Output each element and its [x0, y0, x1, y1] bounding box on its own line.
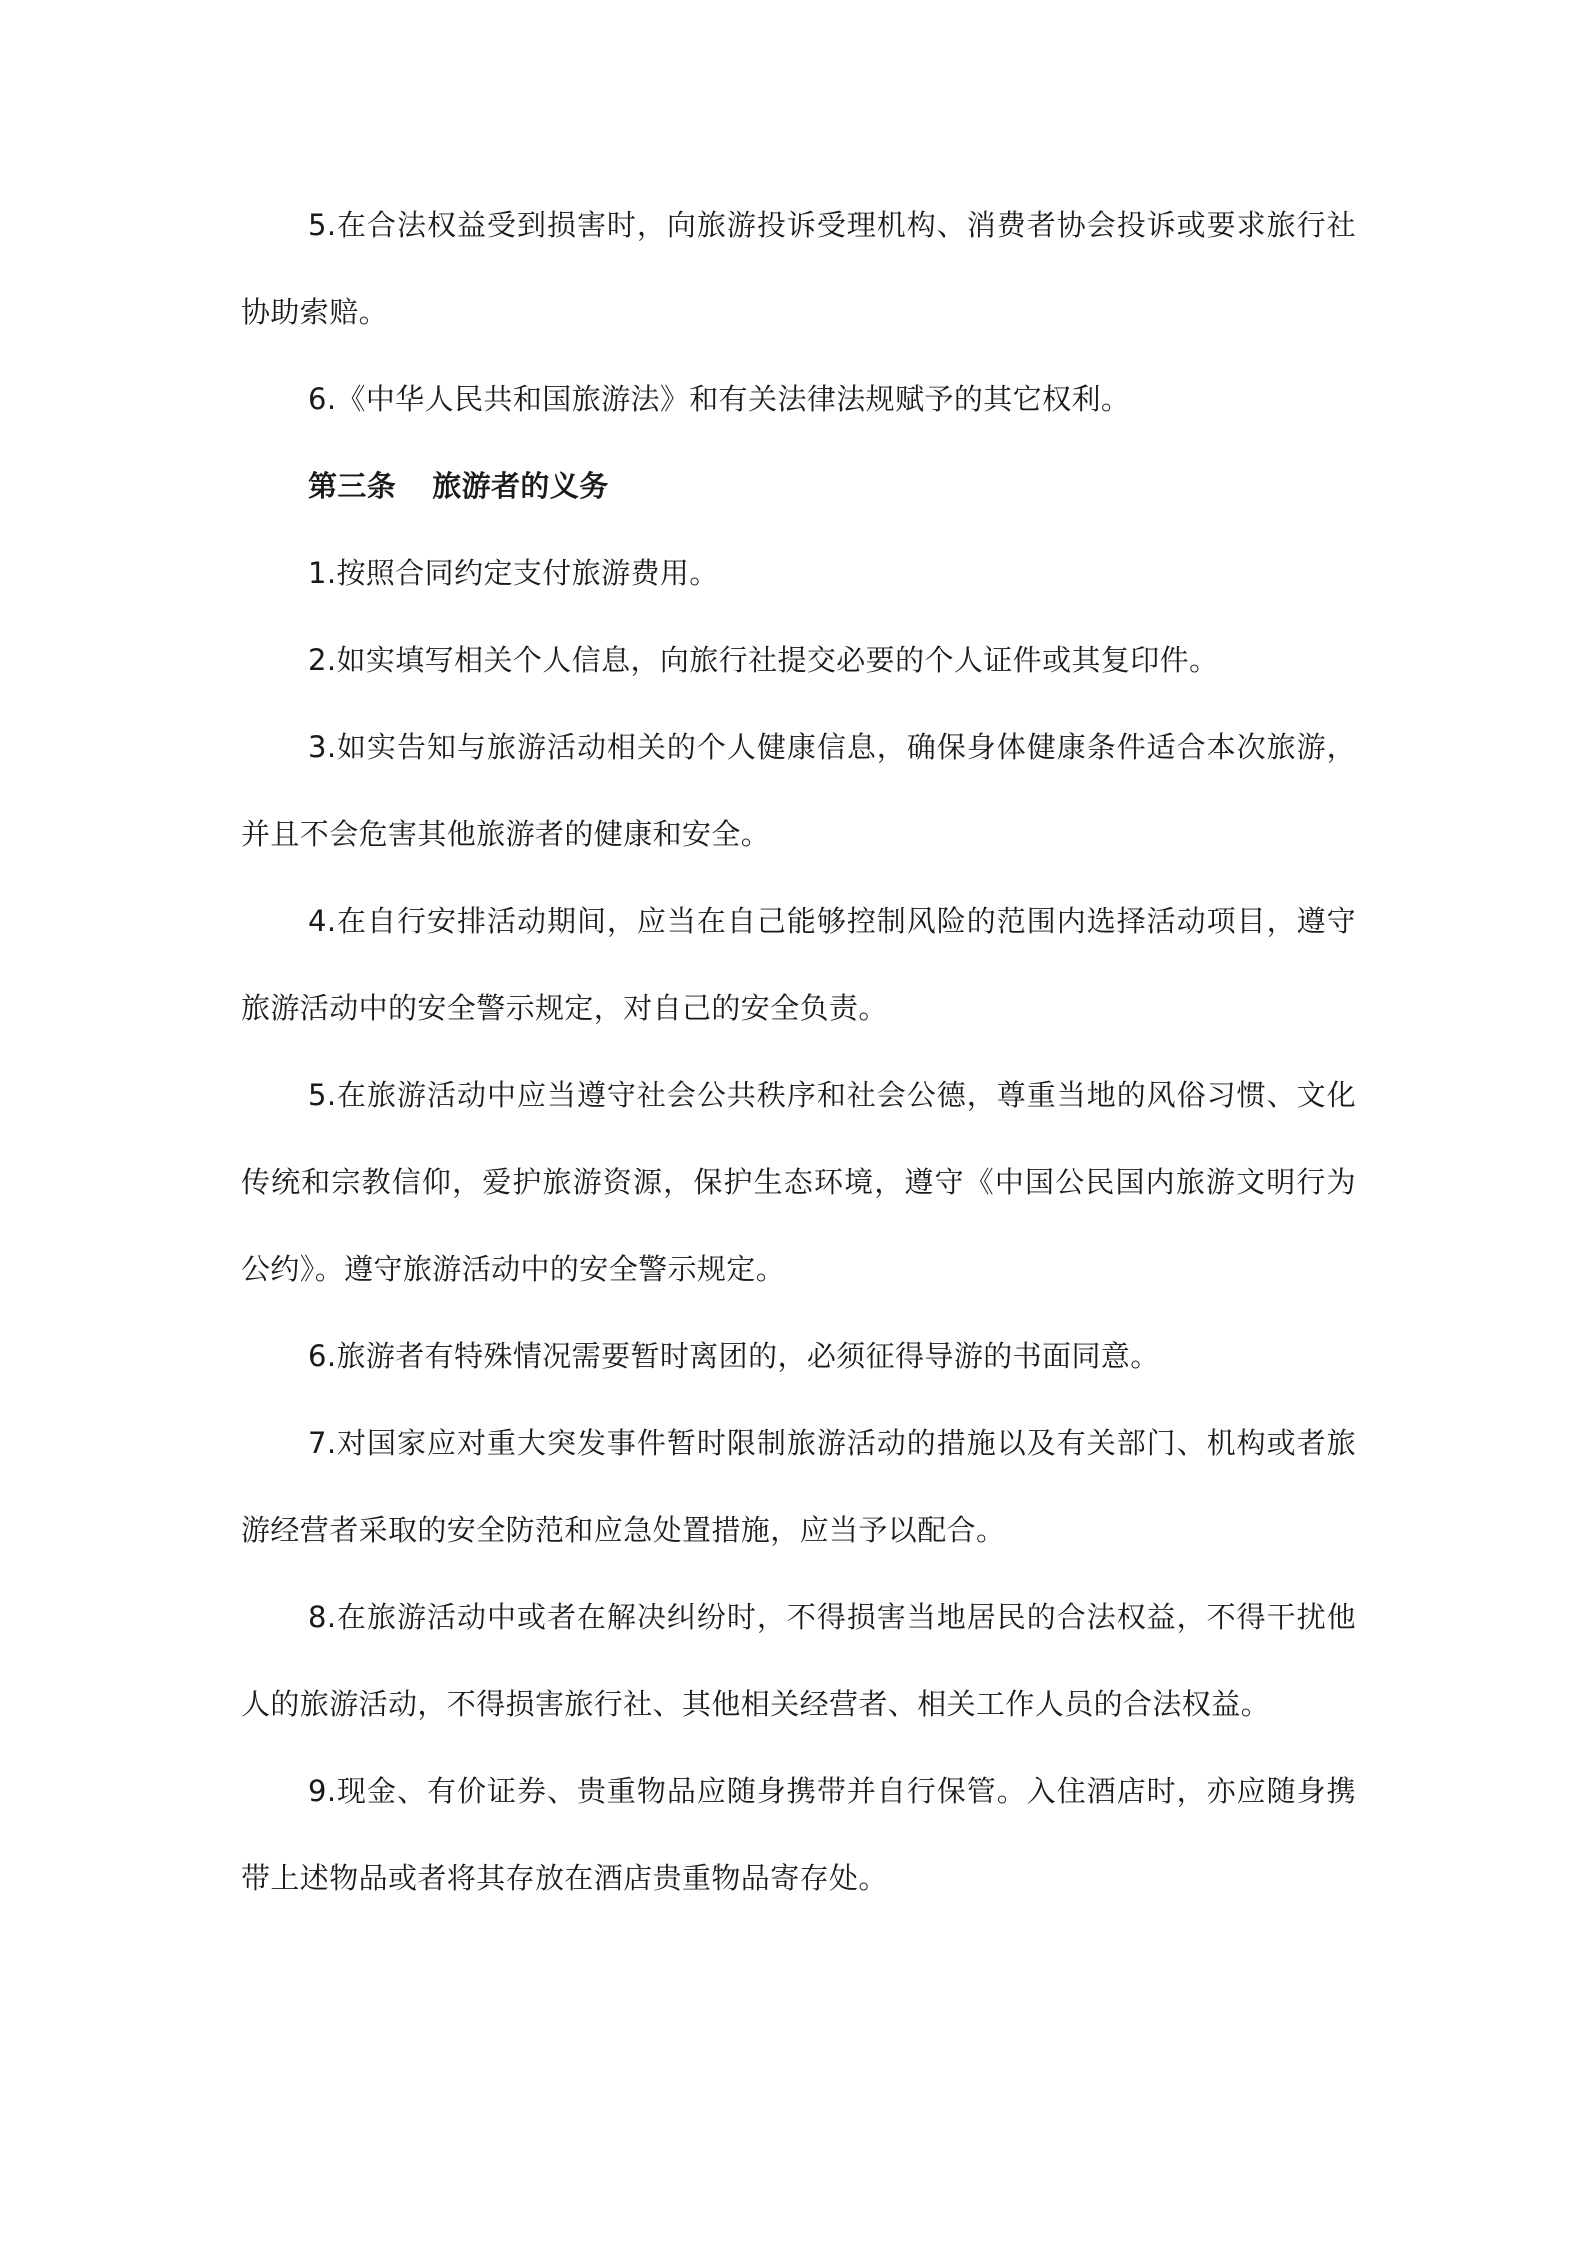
obligation-item-9: 9.现金、有价证券、贵重物品应随身携带并自行保管。入住酒店时，亦应随身携带上述物品或者将其存放在酒店贵重物品寄存处。	[241, 1774, 1356, 1895]
obligation-item-1: 1.按照合同约定支付旅游费用。	[308, 556, 719, 590]
section-title: 旅游者的义务	[432, 469, 609, 503]
right-item-6: 6.《中华人民共和国旅游法》和有关法律法规赋予的其它权利。	[308, 382, 1131, 416]
obligation-item-4: 4.在自行安排活动期间，应当在自己能够控制风险的范围内选择活动项目，遵守旅游活动中的安全警示规定，对自己的安全负责。	[241, 904, 1356, 1025]
obligation-item-8: 8.在旅游活动中或者在解决纠纷时，不得损害当地居民的合法权益，不得干扰他人的旅游活动，不得损害旅行社、其他相关经营者、相关工作人员的合法权益。	[241, 1600, 1356, 1721]
section-heading	[241, 443, 1356, 530]
right-item-5: 5.在合法权益受到损害时，向旅游投诉受理机构、消费者协会投诉或要求旅行社协助索赔。	[241, 208, 1356, 329]
obligation-item-2: 2.如实填写相关个人信息，向旅行社提交必要的个人证件或其复印件。	[308, 643, 1219, 677]
document-body	[241, 182, 1356, 1922]
obligation-item-3: 3.如实告知与旅游活动相关的个人健康信息，确保身体健康条件适合本次旅游，并且不会危害其他旅游者的健康和安全。	[241, 730, 1356, 851]
obligation-item-6: 6.旅游者有特殊情况需要暂时离团的，必须征得导游的书面同意。	[308, 1339, 1160, 1373]
section-number: 第三条	[308, 469, 397, 503]
obligation-item-5: 5.在旅游活动中应当遵守社会公共秩序和社会公德，尊重当地的风俗习惯、文化传统和宗教信仰，爱护旅游资源，保护生态环境，遵守《中国公民国内旅游文明行为公约》。遵守旅游活动中的安全警示规定。	[241, 1078, 1356, 1286]
obligation-item-7: 7.对国家应对重大突发事件暂时限制旅游活动的措施以及有关部门、机构或者旅游经营者采取的安全防范和应急处置措施，应当予以配合。	[241, 1426, 1356, 1547]
